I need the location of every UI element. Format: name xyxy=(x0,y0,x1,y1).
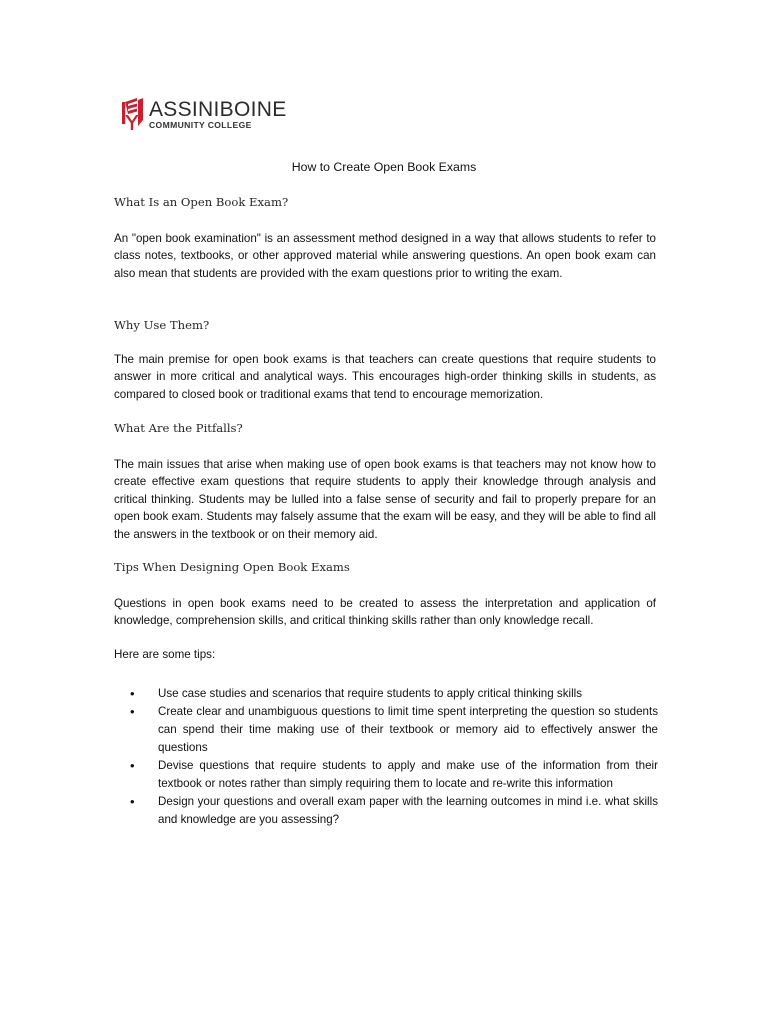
bullet-icon: • xyxy=(130,704,135,719)
bullet-icon: • xyxy=(130,686,135,701)
list-item xyxy=(128,685,658,703)
section-paragraph-what-is: An "open book examination" is an assessment method designed in a way that allows students to refer to class notes, textbooks, or other approved material while answering questions. An open book exam can also mean that students are provided with the exam questions prior to writing the exam. xyxy=(114,232,656,280)
tip-text: Use case studies and scenarios that require students to apply critical thinking skills xyxy=(158,687,583,700)
college-logo xyxy=(122,97,287,131)
bullet-icon: • xyxy=(130,758,135,773)
section-paragraph-pitfalls: The main issues that arise when making use of open book exams is that teachers may not know how to create effective exam questions that require students to apply their knowledge through analysis and critical thinking. Students may be lulled into a false sense of security and fail to properly prepare for an open book exam. Students may falsely assume that the exam will be easy, and they will be able to find all the answers in the textbook or on their memory aid. xyxy=(114,458,656,541)
tip-text: Design your questions and overall exam paper with the learning outcomes in mind i.e. what skills and knowledge are you assessing? xyxy=(158,795,658,826)
section-heading-what-is: What Is an Open Book Exam? xyxy=(114,195,289,209)
section-heading-tips: Tips When Designing Open Book Exams xyxy=(114,560,350,574)
section-heading-pitfalls: What Are the Pitfalls? xyxy=(114,421,243,435)
section-paragraph-tips: Questions in open book exams need to be created to assess the interpretation and application of knowledge, comprehension skills, and critical thinking skills rather than only knowledge recall. xyxy=(114,597,656,628)
list-item xyxy=(128,793,658,829)
section-paragraph-why-use: The main premise for open book exams is that teachers can create questions that require students to answer in more critical and analytical ways. This encourages high-order thinking skills in students, as compared to closed book or traditional exams that tend to encourage memorization. xyxy=(114,353,656,401)
tips-intro: Here are some tips: xyxy=(114,648,216,661)
bullet-icon: • xyxy=(130,794,135,809)
college-subtitle: COMMUNITY COLLEGE xyxy=(149,119,252,130)
college-name: ASSINIBOINE xyxy=(149,97,287,121)
tip-text: Create clear and unambiguous questions to limit time spent interpreting the question so students can spend their time making use of their textbook or memory aid to effectively answer the questions xyxy=(158,705,658,754)
list-item xyxy=(128,757,658,793)
college-crest-icon xyxy=(122,98,144,130)
list-item xyxy=(128,703,658,757)
tip-text: Devise questions that require students to apply and make use of the information from their textbook or notes rather than simply requiring them to locate and re-write this information xyxy=(158,759,658,790)
section-heading-why-use: Why Use Them? xyxy=(114,318,210,332)
tips-list xyxy=(128,685,658,829)
document-title: How to Create Open Book Exams xyxy=(291,160,477,174)
